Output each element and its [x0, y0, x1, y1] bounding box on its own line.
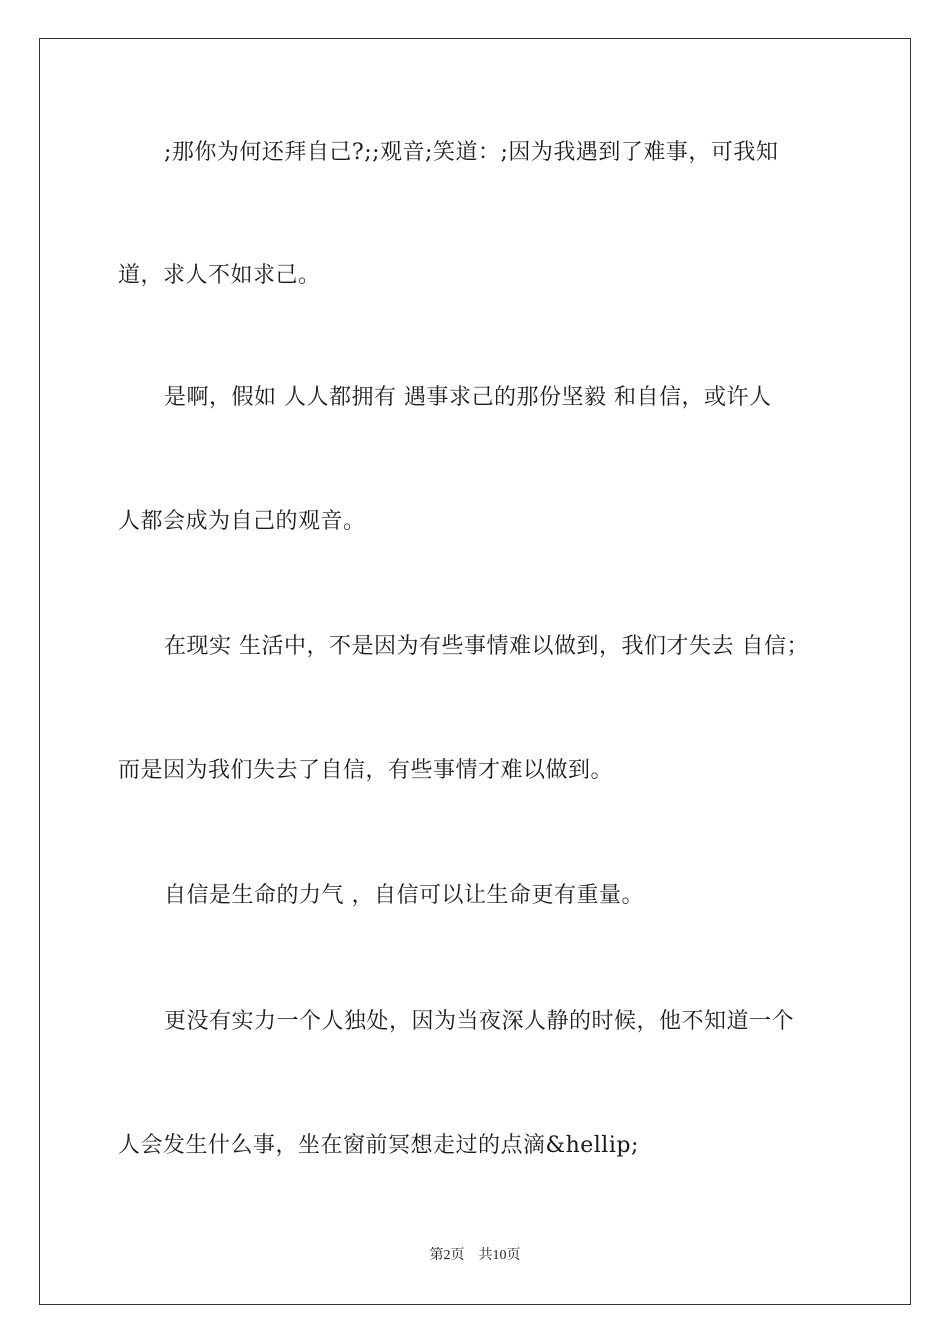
paragraph-line: 道，求人不如求己。 — [118, 263, 321, 288]
paragraph-line: ;那你为何还拜自己?;;观音;笑道：;因为我遇到了难事，可我知 — [164, 140, 779, 165]
paragraph-line: 是啊，假如 人人都拥有 遇事求己的那份坚毅 和自信，或许人 — [164, 385, 772, 410]
paragraph-line: 而是因为我们失去了自信，有些事情才难以做到。 — [118, 758, 614, 783]
paragraph-line: 更没有实力一个人独处，因为当夜深人静的时候，他不知道一个 — [164, 1009, 795, 1034]
page-number: 第2页 — [429, 1248, 465, 1263]
paragraph-line: 在现实 生活中，不是因为有些事情难以做到，我们才失去 自信； — [164, 634, 809, 659]
paragraph-line: 自信是生命的力气 ，自信可以让生命更有重量。 — [164, 883, 644, 908]
paragraph-line: 人会发生什么事，坐在窗前冥想走过的点滴&hellip; — [118, 1133, 639, 1158]
page-border — [39, 38, 911, 1305]
total-pages: 共10页 — [478, 1248, 521, 1263]
paragraph-line: 人都会成为自己的观音。 — [118, 509, 366, 534]
page-footer — [0, 1247, 950, 1265]
